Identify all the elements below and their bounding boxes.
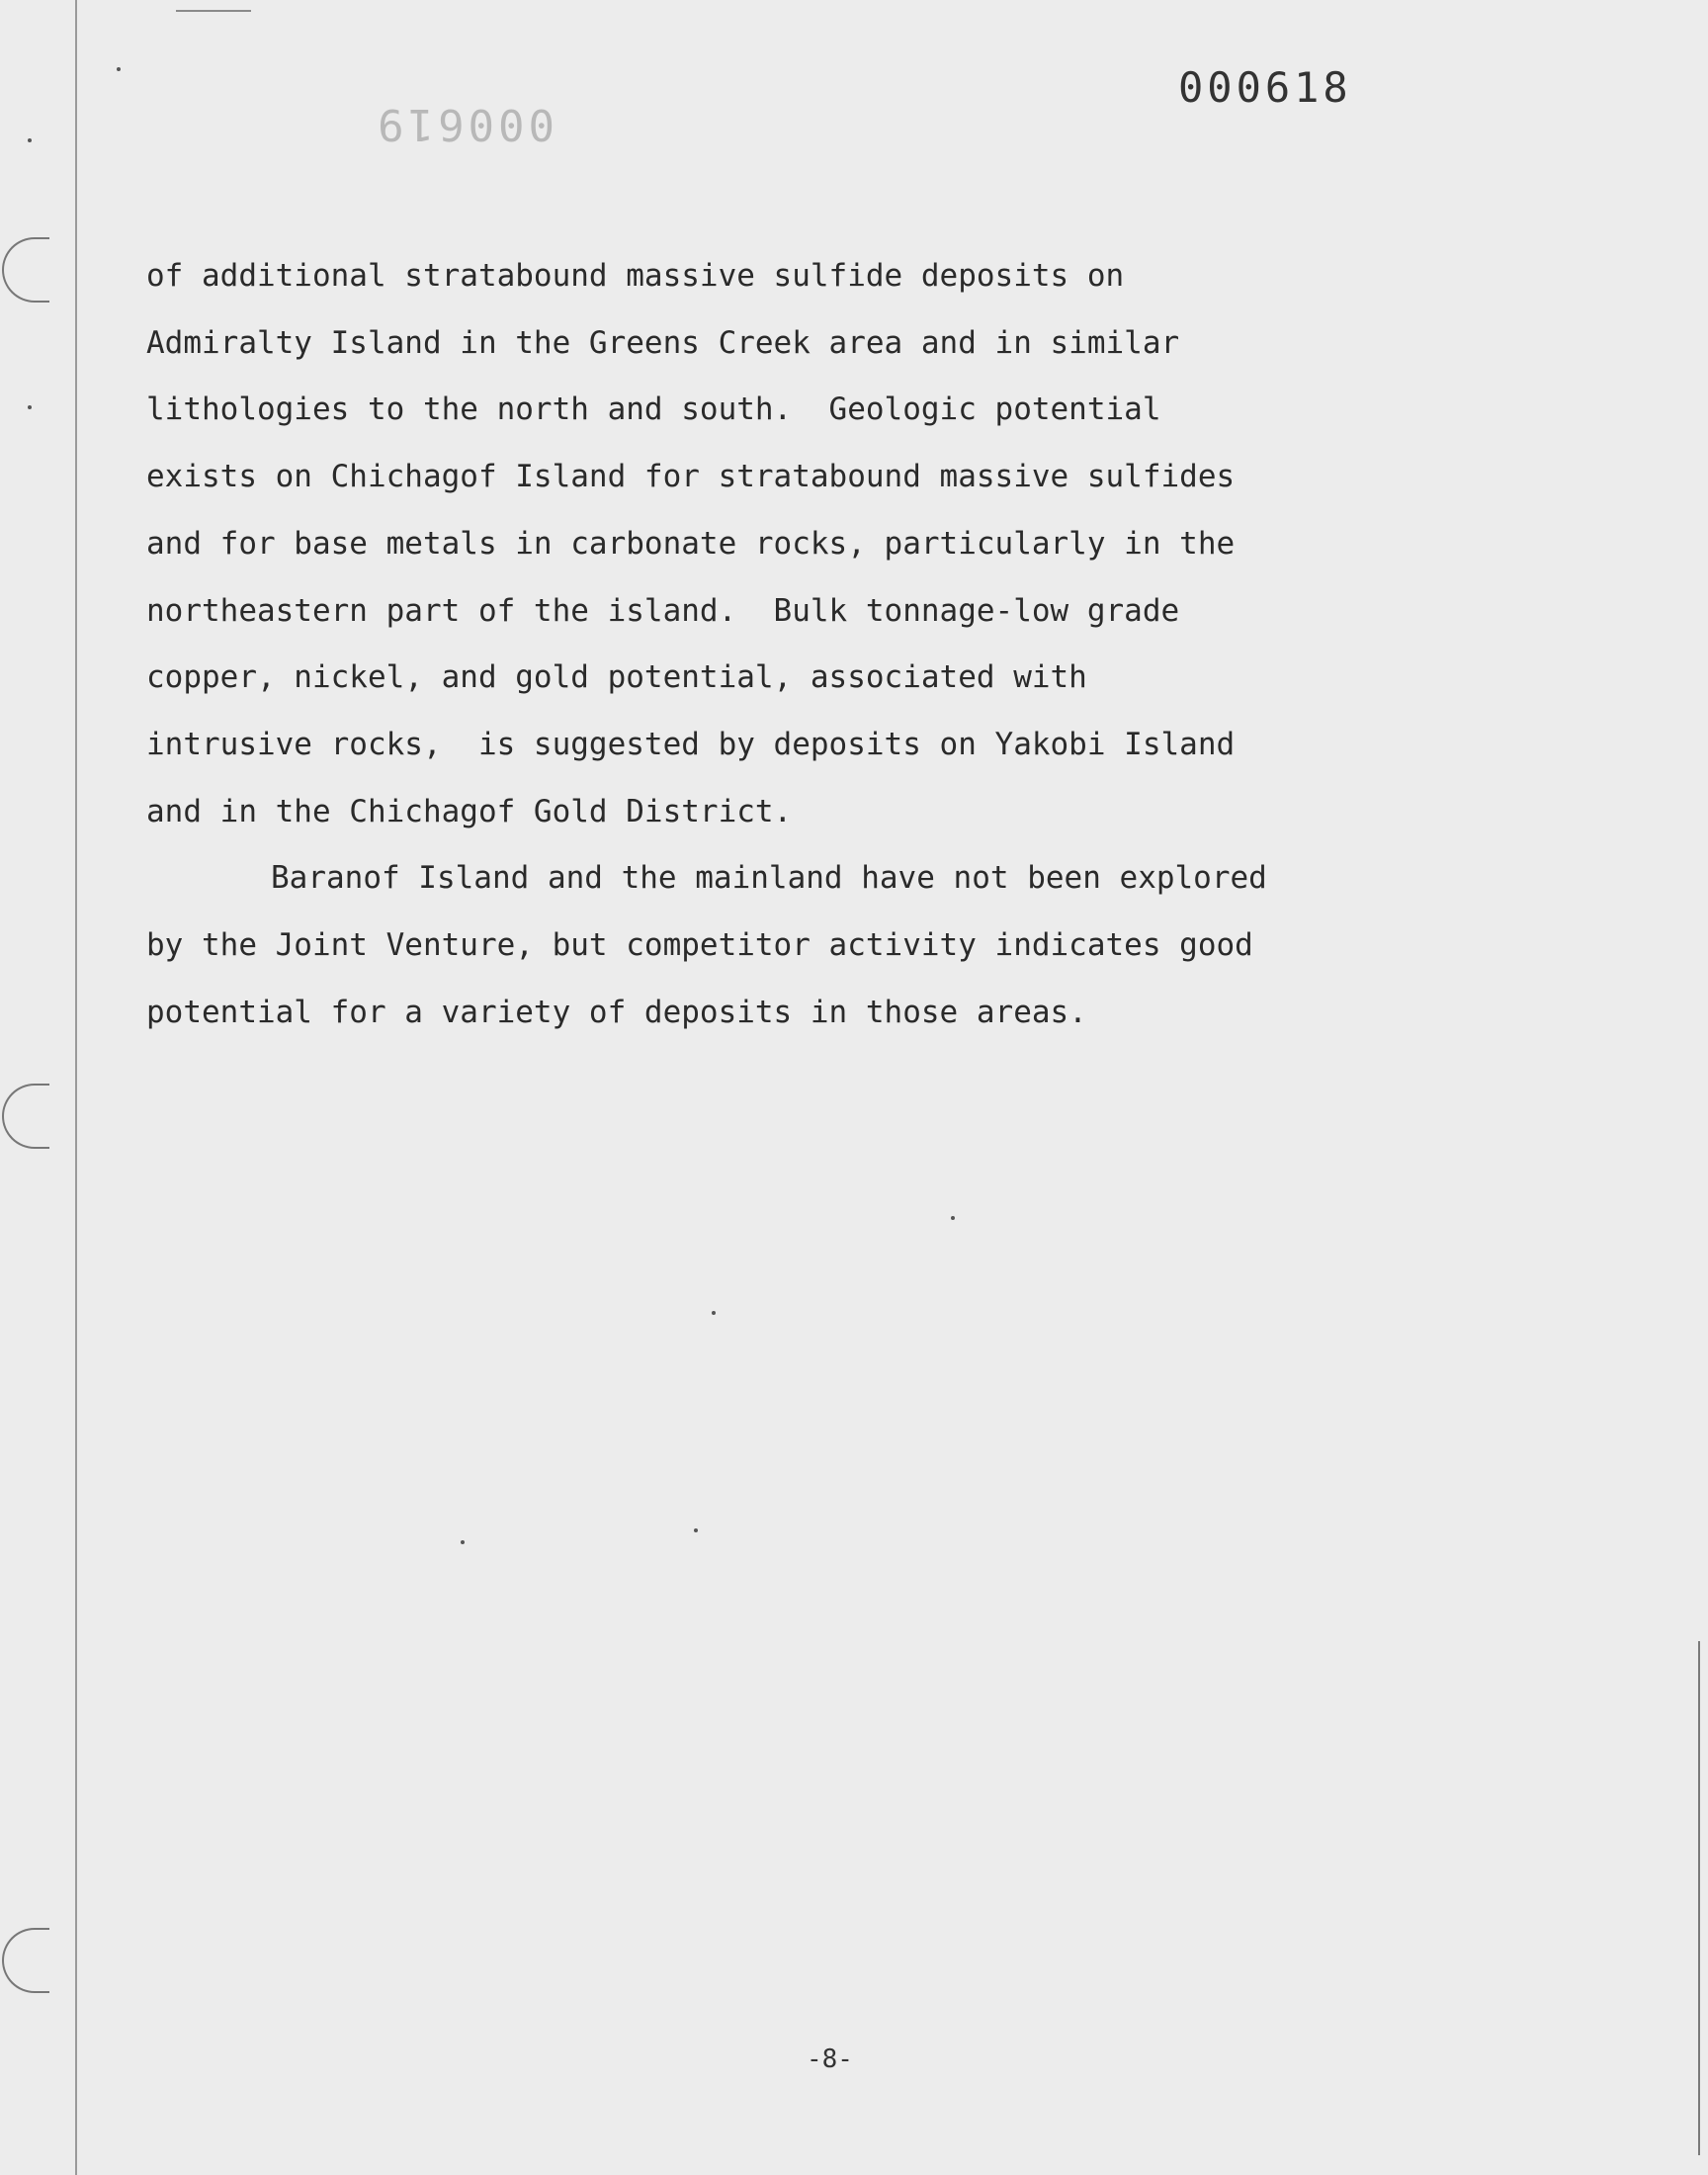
scan-speck: [694, 1528, 698, 1532]
scan-speck: [117, 67, 121, 71]
text-line: Baranof Island and the mainland have not been explored: [271, 860, 1267, 897]
punch-hole-top-icon: [2, 237, 49, 303]
punch-hole-bottom-icon: [2, 1928, 49, 1993]
paragraph-2: [146, 845, 1392, 1046]
bleed-through-number-stamp: 000619: [374, 99, 555, 149]
text-line: copper, nickel, and gold potential, associated with: [146, 659, 1087, 696]
text-line: and in the Chichagof Gold District.: [146, 793, 793, 829]
scan-speck: [712, 1311, 716, 1315]
text-line: exists on Chichagof Island for stratabound massive sulfides: [146, 459, 1236, 495]
punch-hole-middle-icon: [2, 1084, 49, 1149]
text-line: northeastern part of the island. Bulk tonnage-low grade: [146, 592, 1180, 629]
text-line: of additional stratabound massive sulfide deposits on: [146, 258, 1125, 294]
top-edge-mark: [176, 10, 251, 12]
text-line: Admiralty Island in the Greens Creek area and in similar: [146, 324, 1180, 361]
text-line: intrusive rocks, is suggested by deposits on Yakobi Island: [146, 726, 1236, 762]
body-text: [146, 243, 1392, 1046]
right-edge-shadow: [1698, 1641, 1700, 2155]
scan-speck: [28, 405, 32, 409]
scan-speck: [461, 1540, 465, 1544]
scan-speck: [28, 138, 32, 142]
text-line: lithologies to the north and south. Geologic potential: [146, 392, 1161, 428]
text-line: potential for a variety of deposits in those areas.: [146, 994, 1087, 1030]
paragraph-1: [146, 243, 1392, 845]
scan-speck: [951, 1216, 955, 1220]
binding-margin-line: [75, 0, 77, 2175]
text-line: and for base metals in carbonate rocks, particularly in the: [146, 525, 1236, 562]
document-number-stamp: 000618: [1178, 63, 1352, 112]
text-line: by the Joint Venture, but competitor activity indicates good: [146, 927, 1253, 964]
page-number: -8-: [807, 2044, 853, 2074]
